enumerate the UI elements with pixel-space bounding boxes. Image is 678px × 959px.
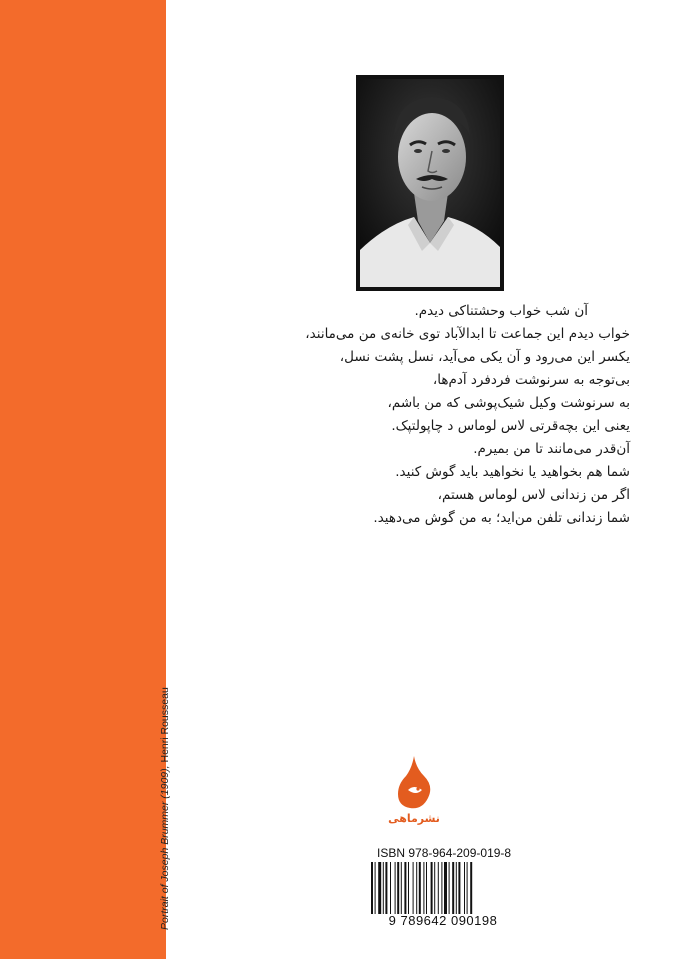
- cover-art-artist: Henri Rousseau: [159, 687, 171, 766]
- excerpt-line: آن‌قدر می‌مانند تا من بمیرم.: [473, 441, 630, 457]
- orange-spine-stripe: [0, 0, 166, 959]
- barcode-icon: [369, 862, 517, 914]
- excerpt-line: به سرنوشت وکیل شیک‌پوشی که من باشم،: [387, 395, 630, 411]
- excerpt-line: اگر من زندانی لاس لوماس هستم،: [437, 487, 630, 503]
- isbn-label: ISBN 978-964-209-019-8: [377, 846, 512, 860]
- excerpt-line: آن شب خواب وحشتناکی دیدم.: [414, 303, 588, 319]
- cover-art-credit: [158, 630, 172, 930]
- publisher-name: نشرماهی: [388, 812, 440, 825]
- cover-art-title: Portrait of Joseph Brummer (1909),: [159, 765, 171, 930]
- author-portrait-image: [356, 75, 504, 291]
- barcode-digits: 9 789642 090198: [388, 913, 498, 928]
- excerpt-line: یعنی این بچه‌قرتی لاس لوماس د چاپولتپک.: [391, 418, 630, 434]
- excerpt-line: بی‌توجه به سرنوشت فردفرد آدم‌ها،: [432, 372, 630, 388]
- excerpt-line: شما هم بخواهید یا نخواهید باید گوش کنید.: [395, 464, 630, 480]
- fish-logo-icon: [394, 754, 434, 812]
- excerpt-line: شما زندانی تلفن من‌اید؛ به من گوش می‌دهید.: [373, 510, 630, 526]
- excerpt-line: خواب دیدم این جماعت تا ابدالآباد توی خانه‌ی من می‌مانند،: [305, 326, 630, 342]
- back-cover-excerpt: [210, 300, 630, 530]
- author-photo: [356, 75, 504, 291]
- excerpt-line: یکسر این می‌رود و آن یکی می‌آید، نسل پشت نسل،: [339, 349, 630, 365]
